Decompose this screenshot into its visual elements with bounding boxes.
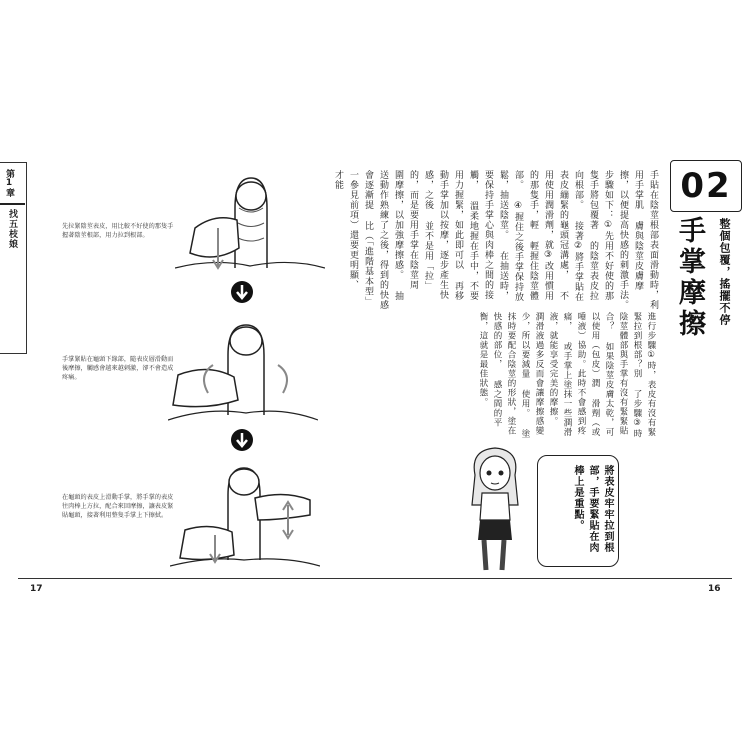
illustration-step-3 bbox=[170, 460, 320, 570]
body-line: 抽送動作熟練了之後，得到的快感會逐漸提 bbox=[363, 170, 403, 310]
illustration-step-2 bbox=[168, 315, 318, 425]
body-line: 潤滑液過多反而會讓摩擦感變少，所以要減量 bbox=[520, 312, 544, 436]
body-line: 才能 bbox=[333, 170, 343, 190]
body-line: 並不是用「拉」的，而是要用手掌在陰莖周 bbox=[408, 170, 433, 291]
footer-rule bbox=[18, 578, 732, 579]
chapter-title: 找五枝娘 bbox=[7, 209, 17, 249]
body-line: 在抽送時，要保持手掌心與肉棒之間的接觸， bbox=[468, 170, 508, 301]
chapter-divider bbox=[0, 203, 25, 205]
body-line: 了步驟③時陰莖體部與手掌有沒有緊緊貼合？ bbox=[604, 312, 642, 439]
body-line: 進行步驟①時，表皮有沒有緊緊拉到根部？別 bbox=[632, 312, 656, 437]
chapter-tab bbox=[0, 162, 27, 354]
body-line: 比（「進階基本型」一參見前項）還要更明顯、 bbox=[348, 170, 373, 307]
body-line: 滑劑（或唾液）協助。此時不會感到疼痛， bbox=[562, 312, 600, 437]
body-line: 輕握住陰莖體部。 bbox=[513, 170, 538, 301]
body-line: 手貼在陰莖根部表面滑動時，利用手掌肌 bbox=[633, 170, 658, 310]
body-line: 步驟如下：①先用不好使的那隻手將包覆著 bbox=[588, 170, 613, 301]
speech-bubble-text: 將表皮牢牢拉到根部，手要緊貼在肉棒上是重點。 bbox=[572, 465, 613, 553]
section-title: 手掌摩擦 bbox=[674, 216, 705, 340]
section-number: 02 bbox=[670, 160, 742, 212]
chapter-number: 第1章 bbox=[4, 169, 14, 197]
body-line: 膚與陰莖皮膚摩擦，以便提高快感的刺激手法。 bbox=[618, 170, 643, 310]
body-line: ④握住之後手掌保持放鬆，抽送陰莖。 bbox=[498, 170, 523, 302]
caption-step-1: 先拉緊陰莖表皮，用比較不好使的那隻手握著陰莖根部，用力拉到根部。 bbox=[62, 223, 174, 239]
body-line: 塗抹時要配合陰莖的形狀，塗在快感的部位， bbox=[492, 312, 530, 439]
caption-step-2: 手掌緊貼在龜頭下緣部，隨表皮層滑動而後摩擦，觸感會越來越刺激，卻不會造成疼痛。 bbox=[62, 356, 174, 381]
body-line: 感之間的平衡，這就是最佳狀態。 bbox=[478, 312, 502, 428]
body-text-column-b bbox=[478, 312, 658, 442]
body-line: 使用。 bbox=[520, 389, 530, 418]
page-number-left: 17 bbox=[30, 584, 43, 594]
body-text-column-a bbox=[333, 170, 660, 310]
illustration-step-1 bbox=[175, 168, 325, 278]
body-line: 再移動手掌加以按摩，逐步產生快感，之後 bbox=[423, 170, 463, 301]
body-line: 接著②將手掌貼在表皮繃緊的龜頭冠溝處， bbox=[558, 170, 583, 302]
body-line: 不用使用潤滑劑，就③改用慣用的那隻手，輕 bbox=[528, 170, 568, 301]
page-number-right: 16 bbox=[708, 584, 721, 594]
body-line: 溫柔地握在手中，不要用力握緊，如此即可以 bbox=[453, 170, 478, 301]
section-subtitle: 整個包覆，搖擺不停 bbox=[718, 218, 731, 326]
body-line: 或手掌上塗抹一些潤滑液，就能享受完美的摩擦。 bbox=[548, 312, 572, 437]
body-line: 圍摩擦，以加強摩擦感。 bbox=[393, 170, 403, 280]
character-illustration bbox=[460, 445, 530, 575]
body-line: 如果陰莖皮膚太乾，可以使用（包皮）潤 bbox=[590, 312, 614, 437]
arrow-down-icon bbox=[230, 428, 254, 452]
arrow-down-icon bbox=[230, 280, 254, 304]
caption-step-3: 在龜頭的表皮上滑動手掌，將手掌的表皮往肉棒上方拉，配合來回摩擦，讓表皮緊貼龜頭，接著利用整隻手掌上下擦拭。 bbox=[62, 494, 174, 519]
body-line: 的陰莖表皮拉向根部。 bbox=[573, 170, 598, 301]
